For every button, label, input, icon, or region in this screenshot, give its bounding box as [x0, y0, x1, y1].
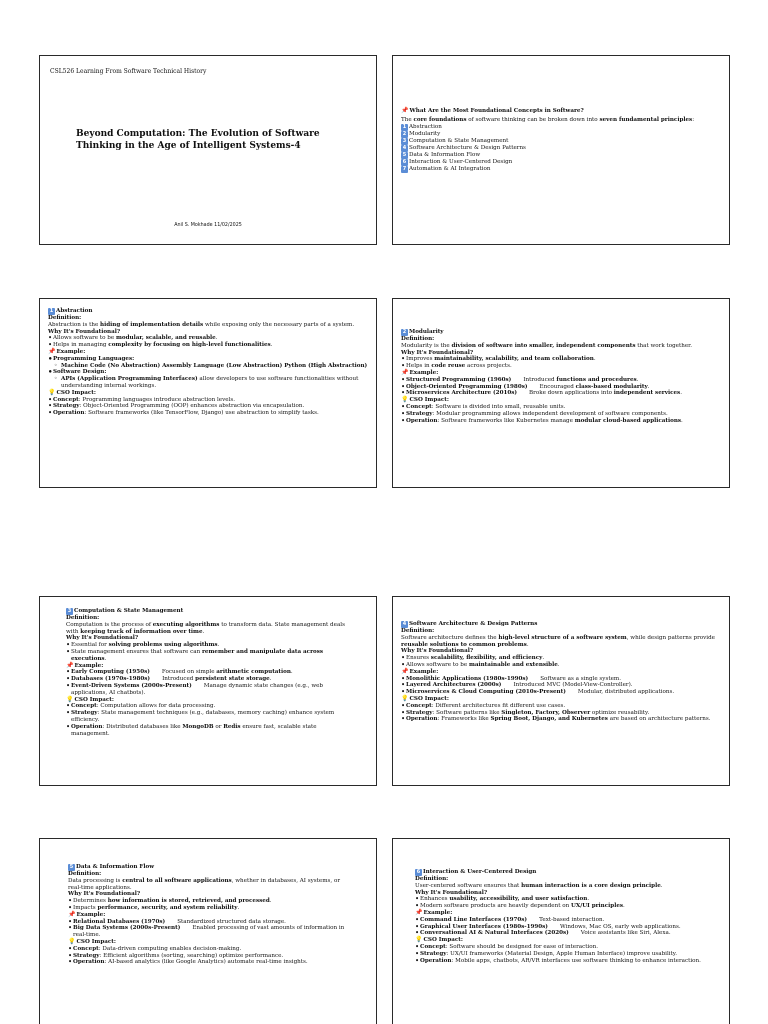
list-item: • Concept: Software should be designed for ease of interaction.: [415, 944, 719, 951]
list-item: • Operation: Software frameworks like Kubernetes manage modular cloud-based applications.: [401, 418, 721, 425]
course-name: CSL526 Learning From Software Technical History: [50, 68, 207, 75]
definition-text: Software architecture defines the high-level structure of a software system, while design patterns provide reusable solutions to common problems.: [401, 634, 715, 648]
list-item: • Essential for solving problems using algorithms.: [66, 642, 352, 649]
concept-label: Software Architecture & Design Patterns: [409, 144, 526, 151]
why-label: Why It's Foundational?: [48, 328, 121, 335]
definition-text: Modularity is the division of software into smaller, independent components that work together.: [401, 342, 692, 349]
number-badge-icon: 4: [402, 621, 407, 627]
concept-label: Data & Information Flow: [409, 151, 481, 158]
list-item: • Event-Driven Systems (2000s-Present) Manage dynamic state changes (e.g., web applications, AI chatbots).: [66, 683, 352, 697]
section-title: 1 Abstraction: [49, 308, 93, 315]
list-item: • Databases (1970s-1980s) Introduced persistent state storage.: [66, 676, 352, 683]
concept-label: Computation & State Management: [409, 137, 509, 144]
list-item: • Graphical User Interfaces (1980s-1990s) Windows, Mac OS, early web applications.: [415, 924, 719, 931]
concepts-intro: The core foundations of software thinking can be broken down into seven fundamental principles:: [401, 116, 695, 123]
slide-interaction: [392, 838, 730, 1024]
abstraction-content: [48, 308, 368, 417]
cso-label: 💡CSO Impact:: [68, 937, 116, 945]
presentation-title: Beyond Computation: The Evolution of Software Thinking in the Age of Intelligent Systems-4: [76, 129, 320, 151]
cso-label: 💡CSO Impact:: [401, 694, 449, 702]
list-item: • Conversational AI & Natural Interfaces (2020s) Voice assistants like Siri, Alexa.: [415, 930, 719, 937]
list-item: ◦ Machine Code (No Abstraction) Assembly Language (Low Abstraction) Python (High Abstraction): [48, 363, 368, 370]
interaction-content: [415, 869, 719, 964]
number-badge-icon: 3: [67, 608, 72, 614]
list-item: • Operation: Distributed databases like MongoDB or Redis ensure fast, scalable state management.: [66, 724, 352, 738]
example-label: 📌Example:: [48, 347, 86, 355]
list-item: • Concept: Different architectures fit different use cases.: [401, 703, 721, 710]
lightbulb-icon: 💡: [401, 694, 409, 702]
concept-list-item: [401, 138, 721, 145]
list-item: • Concept: Computation allows for data processing.: [66, 703, 352, 710]
number-badge-icon: 2: [402, 130, 407, 137]
list-item: • Strategy: Software patterns like Singleton, Factory, Observer optimize reusability.: [401, 710, 721, 717]
concepts-heading: 📌What Are the Most Foundational Concepts in Software?: [401, 107, 584, 114]
definition-label: Definition:: [68, 871, 102, 877]
list-item: • Concept: Data-driven computing enables decision-making.: [68, 946, 352, 953]
slide-architecture: [392, 596, 730, 786]
concept-list: [401, 124, 721, 173]
list-item: • Ensures scalability, flexibility, and efficiency.: [401, 655, 721, 662]
pushpin-icon: 📌: [48, 347, 56, 355]
cso-label: 💡CSO Impact:: [415, 936, 463, 944]
number-badge-icon: 3: [402, 137, 407, 144]
concept-list-item: [401, 166, 721, 173]
number-badge-icon: 2: [402, 329, 407, 335]
list-item: • Helps in managing complexity by focusing on high-level functionalities.: [48, 342, 368, 349]
pushpin-icon: 📌: [415, 908, 423, 916]
modularity-content: [401, 329, 721, 424]
why-label: Why It's Foundational?: [401, 349, 474, 356]
number-badge-icon: 1: [402, 123, 407, 130]
lightbulb-icon: 💡: [48, 388, 56, 396]
definition-label: Definition:: [401, 336, 435, 342]
pushpin-icon: 📌: [401, 368, 409, 376]
definition-text: Data processing is central to all software applications, whether in databases, AI systems, or real-time applications.: [68, 877, 341, 891]
author-date: Anil S. Mokhade 11/02/2025: [174, 223, 242, 228]
list-item: • Operation: Software frameworks (like TensorFlow, Django) use abstraction to simplify tasks.: [48, 410, 368, 417]
list-item: • Strategy: Object-Oriented Programming (OOP) enhances abstraction via encapsulation.: [48, 403, 368, 410]
list-item: • State management ensures that software can remember and manipulate data across executions.: [66, 649, 352, 663]
pushpin-icon: 📌: [401, 667, 409, 675]
list-item: • Big Data Systems (2000s-Present) Enabled processing of vast amounts of information in real-time.: [68, 925, 352, 939]
list-item: • Allows software to be modular, scalable, and reusable.: [48, 335, 368, 342]
section-title: 2 Modularity: [402, 329, 444, 336]
list-item: • Command Line Interfaces (1970s) Text-based interaction.: [415, 917, 719, 924]
list-item: • Strategy: UX/UI frameworks (Material Design, Apple Human Interface) improve usability.: [415, 951, 719, 958]
why-label: Why It's Foundational?: [66, 635, 139, 642]
list-item: • Concept: Programming languages introduce abstraction levels.: [48, 397, 368, 404]
concept-list-item: [401, 159, 721, 166]
section-title: 4 Software Architecture & Design Patterns: [402, 621, 538, 628]
list-item: • Relational Databases (1970s) Standardized structured data storage.: [68, 919, 352, 926]
example-label: 📌Example:: [68, 910, 106, 918]
example-label: 📌Example:: [401, 368, 439, 376]
definition-label: Definition:: [48, 315, 82, 321]
list-item: • Impacts performance, security, and system reliability.: [68, 905, 352, 912]
definition-text: User-centered software ensures that human interaction is a core design principle.: [415, 882, 663, 889]
list-item: • Operation: AI-based analytics (like Google Analytics) automate real-time insights.: [68, 959, 352, 966]
number-badge-icon: 1: [49, 308, 54, 314]
concepts-content: [401, 108, 721, 173]
pushpin-icon: 📌: [68, 910, 76, 918]
concept-list-item: [401, 124, 721, 131]
cso-label: 💡CSO Impact:: [66, 695, 114, 703]
number-badge-icon: 5: [69, 864, 74, 870]
list-item: • Structured Programming (1960s) Introduced functions and procedures.: [401, 377, 721, 384]
list-item: • Software Design:: [48, 369, 368, 376]
list-item: • Allows software to be maintainable and extensible.: [401, 662, 721, 669]
slide-modularity: [392, 298, 730, 488]
lightbulb-icon: 💡: [68, 937, 76, 945]
list-item: • Programming Languages:: [48, 356, 368, 363]
number-badge-icon: 6: [402, 158, 407, 165]
list-item: • Early Computing (1950s) Focused on simple arithmetic computation.: [66, 669, 352, 676]
list-item: • Microservices Architecture (2010s) Broke down applications into independent services.: [401, 390, 721, 397]
number-badge-icon: 4: [402, 144, 407, 151]
example-label: 📌Example:: [415, 908, 453, 916]
concept-list-item: [401, 152, 721, 159]
definition-label: Definition:: [401, 628, 435, 634]
slide-title: [39, 55, 377, 245]
lightbulb-icon: 💡: [401, 396, 409, 404]
list-item: • Enhances usability, accessibility, and user satisfaction.: [415, 896, 719, 903]
why-label: Why It's Foundational?: [401, 648, 474, 655]
list-item: • Helps in code reuse across projects.: [401, 363, 721, 370]
cso-label: 💡CSO Impact:: [48, 388, 96, 396]
list-item: • Strategy: Efficient algorithms (sorting, searching) optimize performance.: [68, 953, 352, 960]
list-item: • Monolithic Applications (1980s-1990s) Software as a single system.: [401, 676, 721, 683]
section-title: 5 Data & Information Flow: [69, 864, 155, 871]
definition-label: Definition:: [415, 876, 449, 882]
computation-content: [66, 608, 352, 737]
list-item: • Layered Architectures (2000s) Introduced MVC (Model-View-Controller).: [401, 682, 721, 689]
slide-dataflow: [39, 838, 377, 1024]
list-item: • Operation: Frameworks like Spring Boot, Django, and Kubernetes are based on architecture patterns.: [401, 716, 721, 723]
definition-text: Abstraction is the hiding of implementation details while exposing only the necessary parts of a system.: [48, 321, 355, 328]
concept-list-item: [401, 145, 721, 152]
pushpin-icon: 📌: [401, 107, 409, 114]
section-title: 6 Interaction & User-Centered Design: [416, 869, 537, 876]
list-item: ◦ APIs (Application Programming Interfaces) allow developers to use software functionalities without understanding internal workings.: [48, 376, 368, 390]
concept-label: Automation & AI Integration: [409, 165, 491, 172]
list-item: • Determines how information is stored, retrieved, and processed.: [68, 898, 352, 905]
list-item: • Improves maintainability, scalability, and team collaboration.: [401, 356, 721, 363]
number-badge-icon: 6: [416, 869, 421, 875]
example-label: 📌Example:: [401, 667, 439, 675]
why-label: Why It's Foundational?: [68, 891, 141, 898]
dataflow-content: [68, 864, 352, 966]
pushpin-icon: 📌: [66, 661, 74, 669]
number-badge-icon: 7: [402, 165, 407, 172]
section-title: 3 Computation & State Management: [67, 608, 184, 615]
concept-label: Modularity: [409, 130, 441, 137]
lightbulb-icon: 💡: [415, 936, 423, 944]
definition-text: Computation is the process of executing algorithms to transform data. State management deals with keeping track of information over time.: [66, 621, 345, 635]
slide-abstraction: [39, 298, 377, 488]
slide-computation: [39, 596, 377, 786]
why-label: Why It's Foundational?: [415, 889, 488, 896]
definition-label: Definition:: [66, 615, 100, 621]
list-item: • Modern software products are heavily dependent on UX/UI principles.: [415, 903, 719, 910]
list-item: • Concept: Software is divided into small, reusable units.: [401, 404, 721, 411]
example-label: 📌Example:: [66, 661, 104, 669]
list-item: • Microservices & Cloud Computing (2010s-Present) Modular, distributed applications.: [401, 689, 721, 696]
concept-label: Abstraction: [409, 123, 442, 130]
concept-label: Interaction & User-Centered Design: [409, 158, 513, 165]
concept-list-item: [401, 131, 721, 138]
list-item: • Operation: Mobile apps, chatbots, AR/VR interfaces use software thinking to enhance interaction.: [415, 958, 719, 965]
list-item: • Strategy: Modular programming allows independent development of software components.: [401, 411, 721, 418]
list-item: • Strategy: State management techniques (e.g., databases, memory caching) enhance system efficiency.: [66, 710, 352, 724]
lightbulb-icon: 💡: [66, 695, 74, 703]
slide-concepts: [392, 55, 730, 245]
list-item: • Object-Oriented Programming (1980s) Encouraged class-based modularity.: [401, 384, 721, 391]
cso-label: 💡CSO Impact:: [401, 396, 449, 404]
architecture-content: [401, 621, 721, 723]
number-badge-icon: 5: [402, 151, 407, 158]
